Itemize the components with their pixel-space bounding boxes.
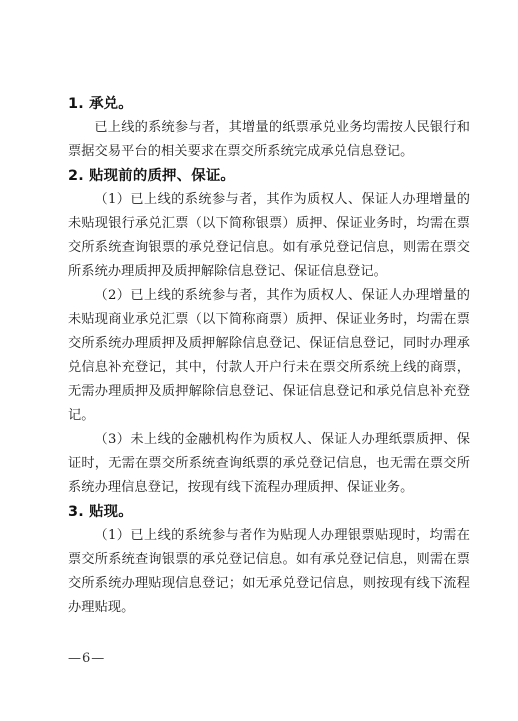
- paragraph-pledge-1: （1）已上线的系统参与者，其作为质权人、保证人办理增量的未贴现银行承兑汇票（以下简称银票）质押、保证业务时，均需在票交所系统查询银票的承兑登记信息。如有承兑登记信息，则需在票交所系统办理质押及质押解除信息登记、保证信息登记。: [68, 192, 470, 279]
- page-number: —6—: [68, 651, 106, 666]
- section-heading-discount: 3. 贴现。: [68, 504, 133, 520]
- paragraph-acceptance: 已上线的系统参与者，其增量的纸票承兑业务均需按人民银行和票据交易平台的相关要求在票交所系统完成承兑信息登记。: [68, 120, 470, 159]
- paragraph-pledge-2: （2）已上线的系统参与者，其作为质权人、保证人办理增量的未贴现商业承兑汇票（以下简称商票）质押、保证业务时，均需在票交所系统办理质押及质押解除信息登记、保证信息登记，同时办理承兑信息补充登记，其中，付款人开户行未在票交所系统上线的商票，无需办理质押及质押解除信息登记、保证信息登记和承兑信息补充登记。: [68, 288, 470, 423]
- section-heading-acceptance: 1. 承兑。: [68, 96, 133, 112]
- document-body: [68, 92, 470, 620]
- section-heading-pledge-guarantee: 2. 贴现前的质押、保证。: [68, 168, 235, 184]
- paragraph-pledge-3: （3）未上线的金融机构作为质权人、保证人办理纸票质押、保证时，无需在票交所系统查询纸票的承兑登记信息，也无需在票交所系统办理信息登记，按现有线下流程办理质押、保证业务。: [68, 432, 470, 495]
- paragraph-discount-1: （1）已上线的系统参与者作为贴现人办理银票贴现时，均需在票交所系统查询银票的承兑登记信息。如有承兑登记信息，则需在票交所系统办理贴现信息登记；如无承兑登记信息，则按现有线下流程办理贴现。: [68, 528, 470, 615]
